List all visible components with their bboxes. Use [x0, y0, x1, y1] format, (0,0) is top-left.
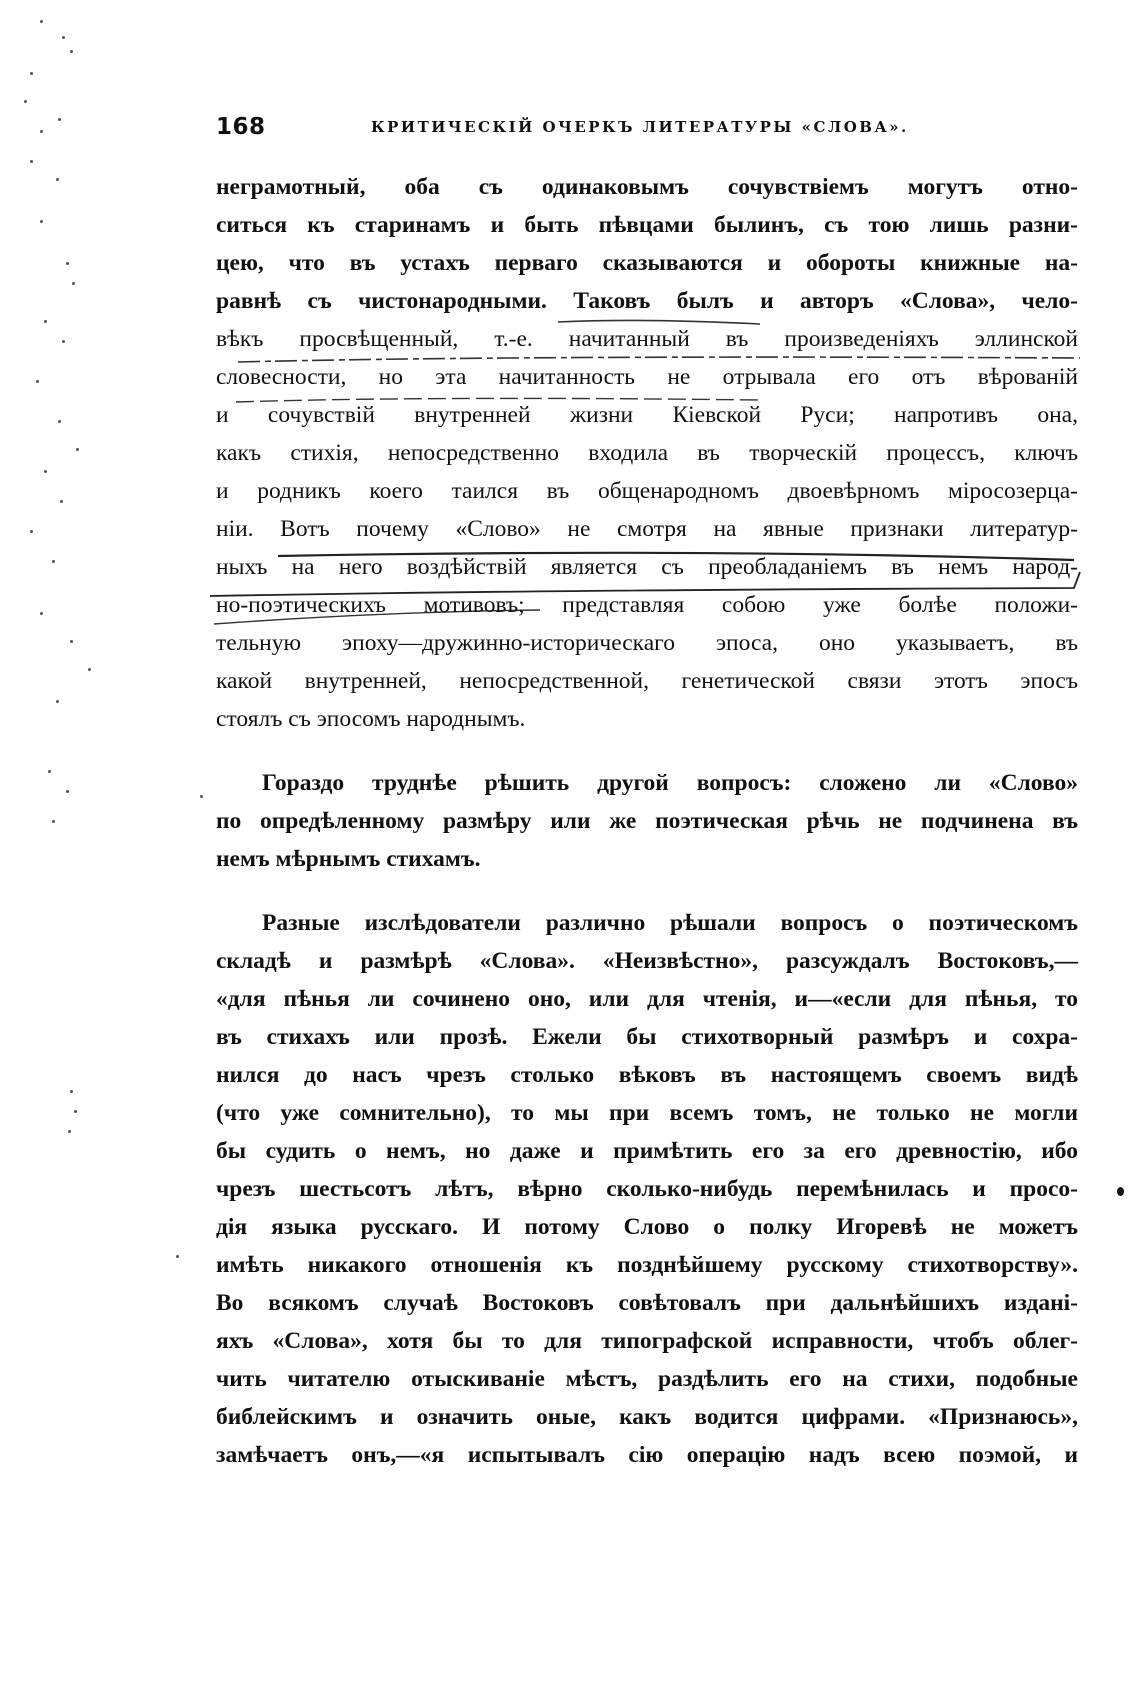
paragraph-2 — [216, 764, 1078, 878]
ink-dot — [1117, 1187, 1124, 1196]
text-line: замѣчаетъ онъ,—«я испытывалъ сію операцію надъ всею поэмой, и — [216, 1442, 1078, 1468]
text-line: ніи. Вотъ почему «Слово» не смотря на явные признаки литератур- — [216, 516, 1078, 542]
paragraph-3 — [216, 904, 1078, 1474]
running-head: КРИТИЧЕСКІЙ ОЧЕРКЪ ЛИТЕРАТУРЫ «СЛОВА». — [371, 118, 909, 136]
text-line: словесности, но эта начитанность не отрывала его отъ вѣрованій — [216, 364, 1078, 390]
text-line: библейскимъ и означить оные, какъ водится цифрами. «Признаюсь», — [216, 1404, 1078, 1430]
text-line: ситься къ старинамъ и быть пѣвцами былинъ, съ тою лишь разни- — [216, 212, 1078, 238]
text-line: чрезъ шестьсотъ лѣтъ, вѣрно сколько-нибудь перемѣнилась и просо- — [216, 1176, 1078, 1202]
text-line: и родникъ коего таился въ общенародномъ двоевѣрномъ міросозерца- — [216, 478, 1078, 504]
text-line: Разные изслѣдователи различно рѣшали вопросъ о поэтическомъ — [262, 910, 1078, 936]
page-number: 168 — [216, 114, 266, 140]
text-line: и сочувствій внутренней жизни Кіевской Руси; напротивъ она, — [216, 402, 1078, 428]
text-line: равнѣ съ чистонародными. Таковъ былъ и авторъ «Слова», чело- — [216, 288, 1078, 314]
text-line: ныхъ на него воздѣйствій является съ преобладаніемъ въ немъ народ- — [216, 554, 1078, 580]
text-line: «для пѣнья ли сочинено оно, или для чтенія, и—«если для пѣнья, то — [216, 986, 1078, 1012]
paragraph-1 — [216, 168, 1078, 738]
text-line: (что уже сомнительно), то мы при всемъ томъ, не только не могли — [216, 1100, 1078, 1126]
text-line: бы судить о немъ, но даже и примѣтить его за его древностію, ибо — [216, 1138, 1078, 1164]
text-line: стоялъ съ эпосомъ народнымъ. — [216, 706, 526, 732]
text-line: неграмотный, оба съ одинаковымъ сочувствіемъ могутъ отно- — [216, 174, 1078, 200]
text-line: чить читателю отыскиваніе мѣстъ, раздѣлить его на стихи, подобные — [216, 1366, 1078, 1392]
margin-specks — [0, 0, 120, 1701]
page-header — [216, 114, 1076, 150]
text-line: немъ мѣрнымъ стихамъ. — [216, 846, 481, 872]
body-text — [216, 168, 1078, 1474]
text-line: Гораздо труднѣе рѣшить другой вопросъ: сложено ли «Слово» — [262, 770, 1078, 796]
text-line: вѣкъ просвѣщенный, т.-е. начитанный въ произведеніяхъ эллинской — [216, 326, 1078, 352]
text-line: какъ стихія, непосредственно входила въ творческій процессъ, ключъ — [216, 440, 1078, 466]
text-line: дія языка русскаго. И потому Слово о полку Игоревѣ не можетъ — [216, 1214, 1078, 1240]
text-line: яхъ «Слова», хотя бы то для типографской исправности, чтобъ облег- — [216, 1328, 1078, 1354]
text-line: тельную эпоху—дружинно-историческаго эпоса, оно указываетъ, въ — [216, 630, 1078, 656]
text-line: по опредѣленному размѣру или же поэтическая рѣчь не подчинена въ — [216, 808, 1078, 834]
text-line: но-поэтическихъ мотивовъ; представляя собою уже болѣе положи- — [216, 592, 1078, 618]
text-line: цею, что въ устахъ перваго сказываются и обороты книжные на- — [216, 250, 1078, 276]
paragraph-gap — [216, 878, 1078, 904]
text-line: имѣть никакого отношенія къ позднѣйшему русскому стихотворству». — [216, 1252, 1078, 1278]
text-line: нился до насъ чрезъ столько вѣковъ въ настоящемъ своемъ видѣ — [216, 1062, 1078, 1088]
paragraph-gap — [216, 738, 1078, 764]
text-line: Во всякомъ случаѣ Востоковъ совѣтовалъ при дальнѣйшихъ издані- — [216, 1290, 1078, 1316]
text-line: въ стихахъ или прозѣ. Ежели бы стихотворный размѣръ и сохра- — [216, 1024, 1078, 1050]
text-line: складѣ и размѣрѣ «Слова». «Неизвѣстно», разсуждалъ Востоковъ,— — [216, 948, 1078, 974]
text-line: какой внутренней, непосредственной, генетической связи этотъ эпосъ — [216, 668, 1078, 694]
